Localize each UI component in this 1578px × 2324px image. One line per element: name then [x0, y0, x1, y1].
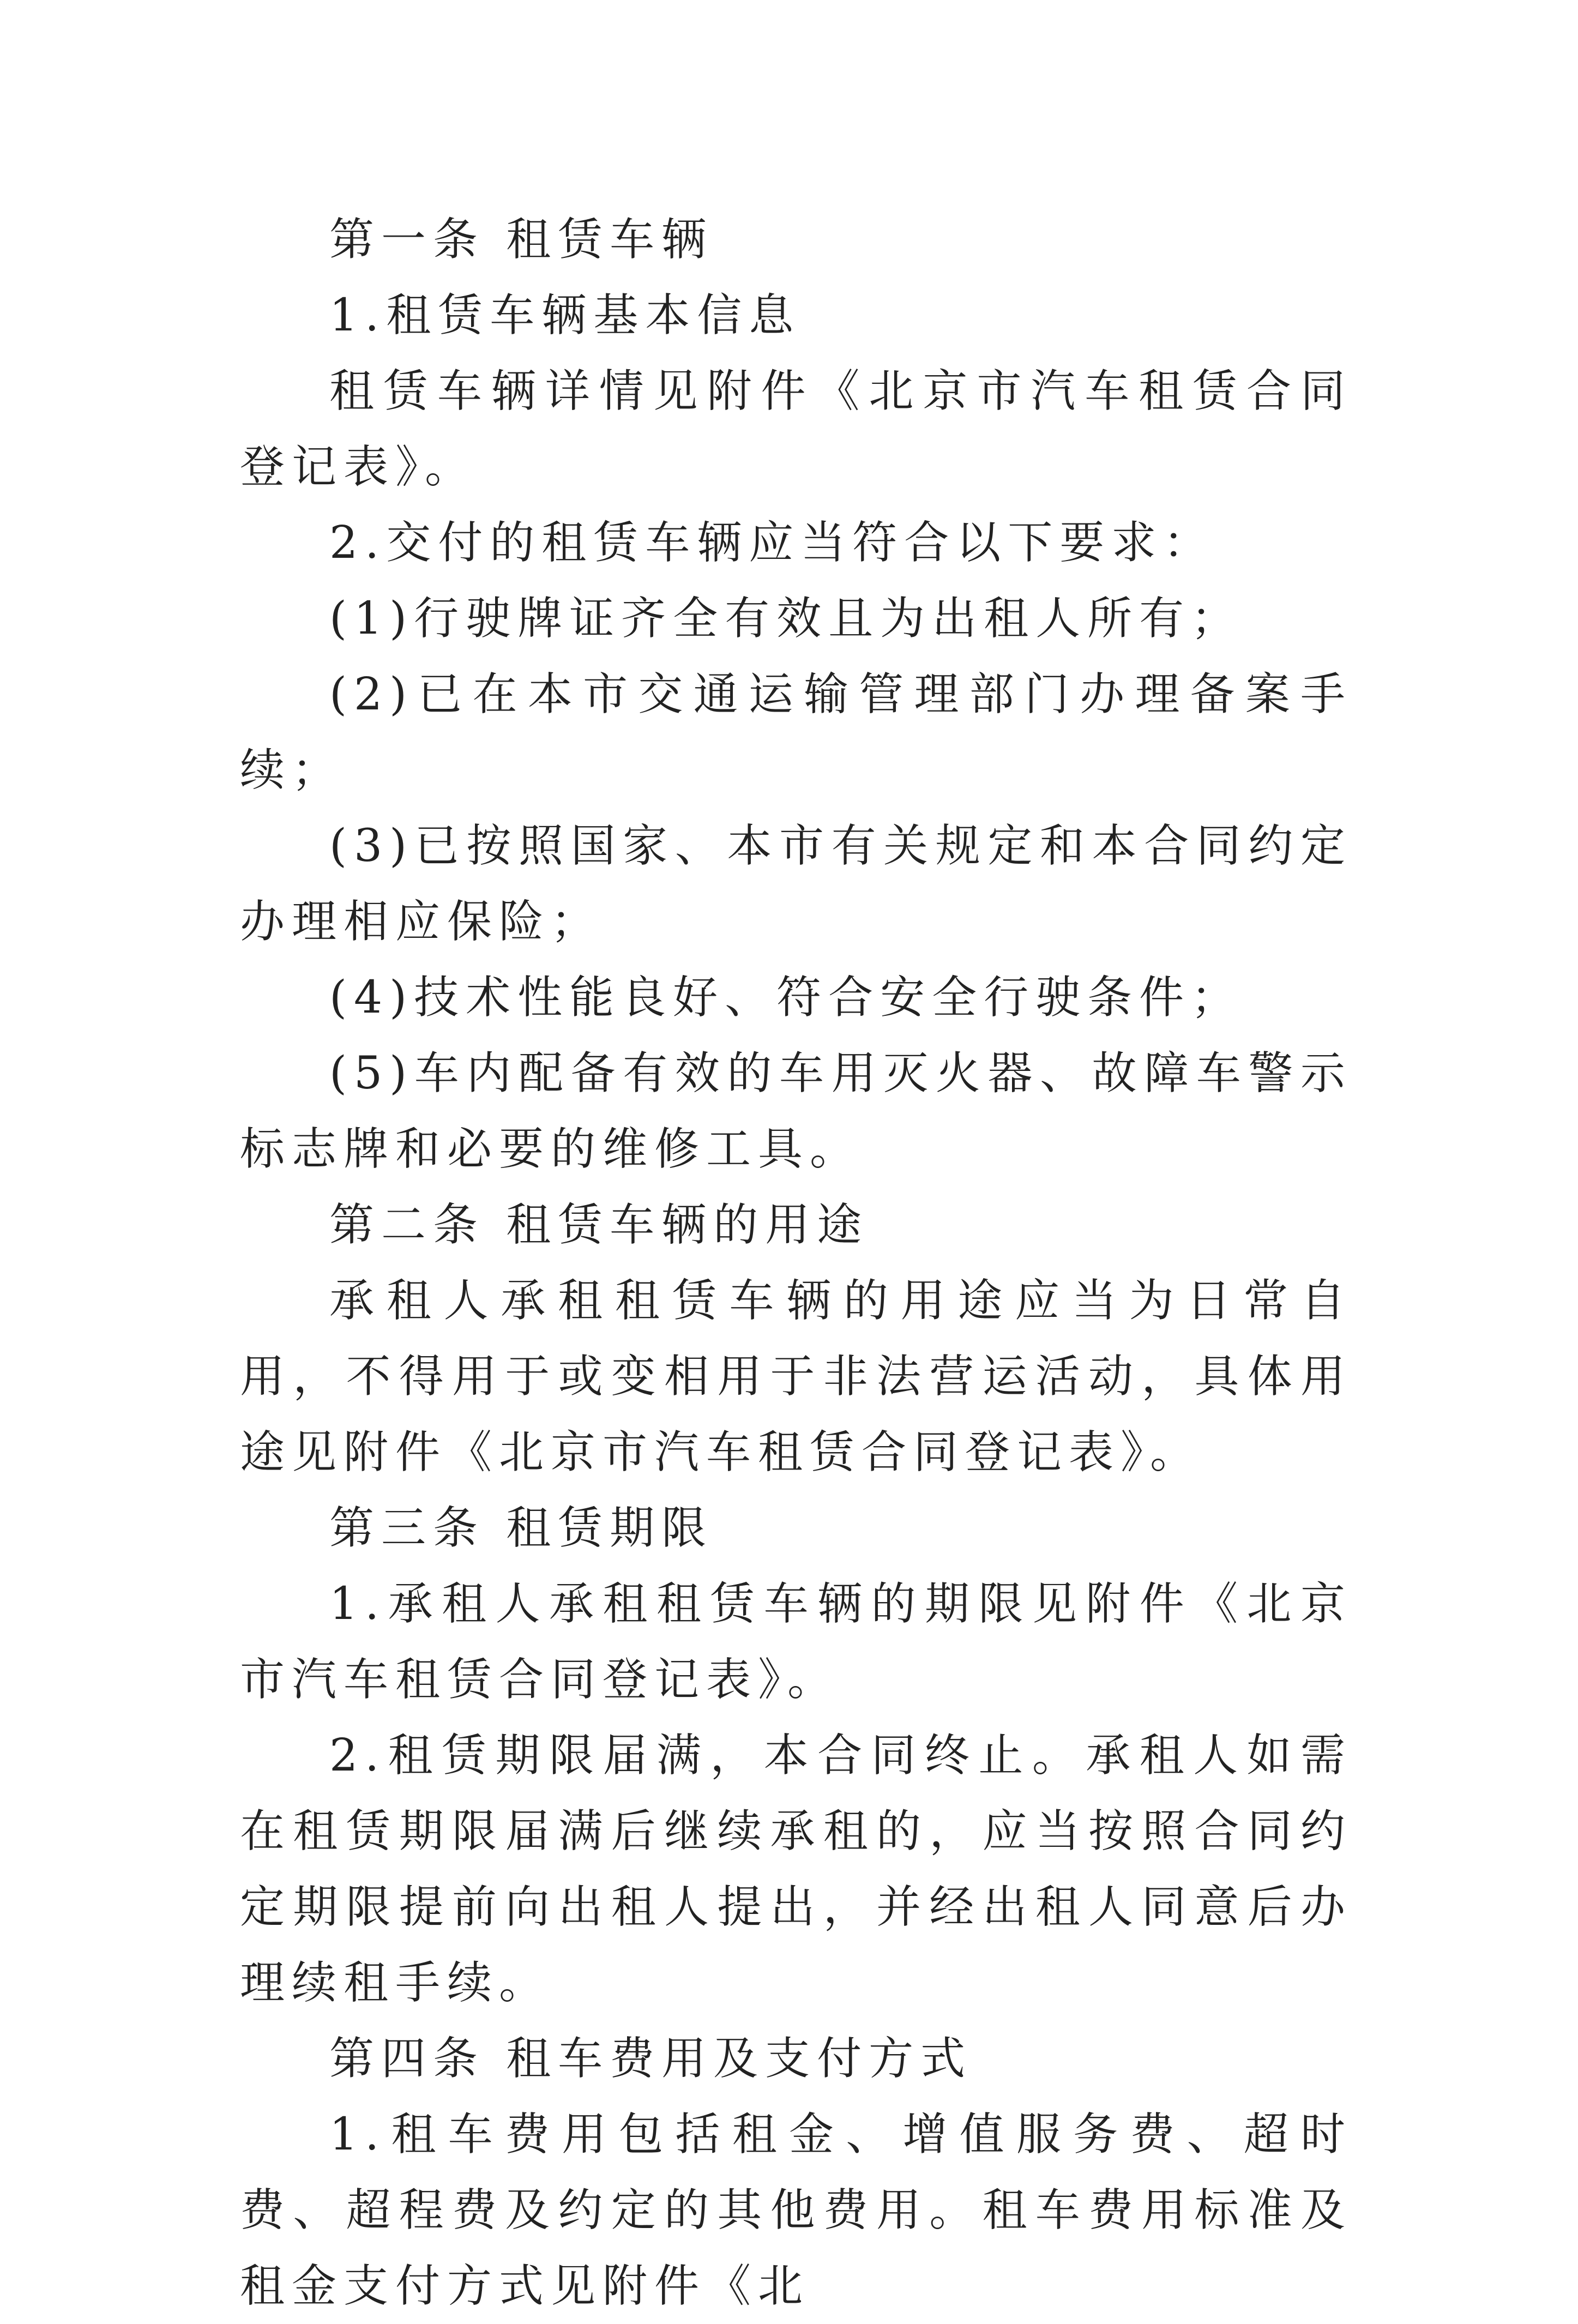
requirement-5: (5)车内配备有效的车用灭火器、故障车警示标志牌和必要的维修工具。 [240, 1047, 1352, 1175]
article-1-heading: 第一条 租赁车辆 [329, 214, 714, 266]
article-3-heading: 第三条 租赁期限 [329, 1502, 714, 1554]
item-1-heading: 1.租赁车辆基本信息 [329, 290, 801, 341]
paragraph-vehicle-use: 承租人承租租赁车辆的用途应当为日常自用，不得用于或变相用于非法营运活动，具体用途见附件《北京市汽车租赁合同登记表》。 [240, 1275, 1352, 1478]
paragraph-rental-fees: 1.租车费用包括租金、增值服务费、超时费、超程费及约定的其他费用。租车费用标准及租金支付方式见附件《北 [240, 2109, 1352, 2312]
paragraph-vehicle-details: 租赁车辆详情见附件《北京市汽车租赁合同登记表》。 [240, 365, 1352, 493]
article-4-heading: 第四条 租车费用及支付方式 [329, 2033, 973, 2085]
paragraph-lease-term: 1.承租人承租租赁车辆的期限见附件《北京市汽车租赁合同登记表》。 [240, 1578, 1352, 1706]
item-2-heading: 2.交付的租赁车辆应当符合以下要求： [329, 517, 1215, 569]
requirement-4: (4)技术性能良好、符合安全行驶条件； [329, 972, 1243, 1023]
article-2-heading: 第二条 租赁车辆的用途 [329, 1199, 869, 1251]
requirement-3: (3)已按照国家、本市有关规定和本合同约定办理相应保险； [240, 820, 1352, 948]
requirement-2: (2)已在本市交通运输管理部门办理备案手续； [240, 669, 1352, 796]
requirement-1: (1)行驶牌证齐全有效且为出租人所有； [329, 593, 1243, 645]
paragraph-lease-expiry: 2.租赁期限届满，本合同终止。承租人如需在租赁期限届满后继续承租的，应当按照合同约定期限提前向出租人提出，并经出租人同意后办理续租手续。 [240, 1730, 1352, 2009]
document-body [240, 202, 1352, 2324]
